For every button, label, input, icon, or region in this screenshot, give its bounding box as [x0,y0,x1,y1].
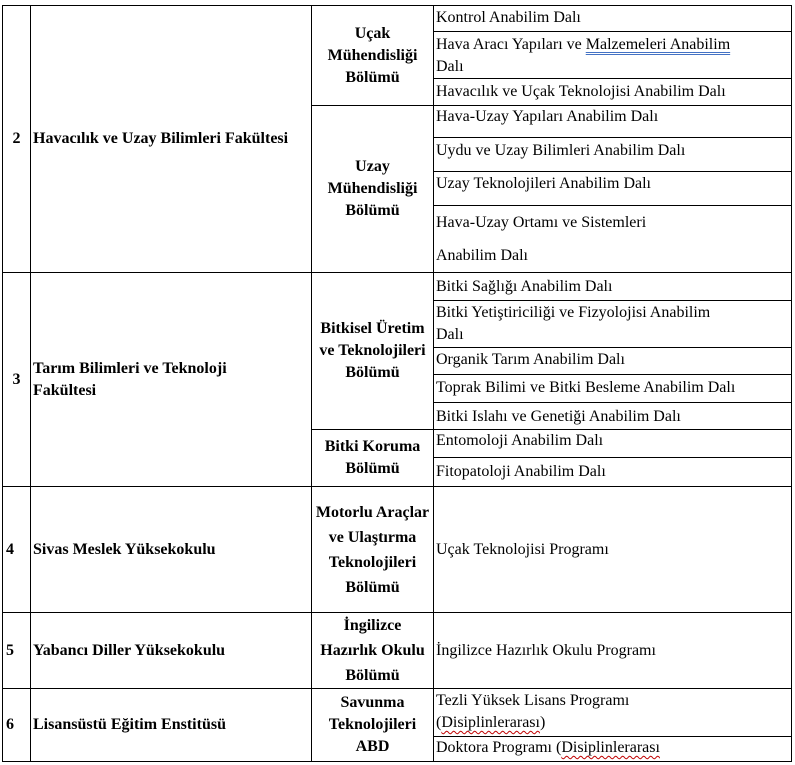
unit-name-part: Dalı [436,58,464,75]
unit-name-part: Tezli Yüksek Lisans Programı ( [436,692,630,731]
row-number: 6 [6,716,14,733]
unit-name: Organik Tarım Anabilim Dalı [436,351,625,368]
unit-name: Bitki Islahı ve Genetiği Anabilim Dalı [436,408,681,425]
unit-name: Uzay Teknolojileri Anabilim Dalı [436,175,651,192]
row-number: 5 [6,641,14,659]
unit-name [434,737,791,761]
unit-name: Toprak Bilimi ve Bitki Besleme Anabilim Dalı [436,379,736,396]
row-number: 3 [12,370,21,388]
department-name: Savunma Teknolojileri ABD [328,694,417,755]
faculty-name: Havacılık ve Uzay Bilimleri Fakültesi [33,130,289,147]
unit-name-part: Hava Aracı Yapıları ve [436,36,586,53]
unit-name: Hava-Uzay Ortamı ve Sistemleri Anabilim Dalı [436,214,647,264]
table-border [2,761,792,762]
unit-name-part: ) [539,714,546,731]
unit-name: Bitki Yetiştiriciliği ve Fizyolojisi Anabilim Dalı [436,304,711,343]
department-name: İngilizce Hazırlık Okulu Bölümü [320,617,425,684]
faculty-name: Tarım Bilimleri ve Teknoloji Fakültesi [33,359,227,399]
unit-name: İngilizce Hazırlık Okulu Programı [436,641,656,659]
unit-name: Entomoloji Anabilim Dalı [436,432,604,449]
grammar-marked-text: Malzemeleri Anabilim [585,36,731,53]
department-name: Uçak Mühendisliği Bölümü [327,24,418,86]
unit-name: Hava-Uzay Yapıları Anabilim Dalı [436,108,659,125]
row-number: 2 [12,130,21,147]
department-name: Motorlu Araçlar ve Ulaştırma Teknolojileri Bölümü [315,503,430,596]
unit-name: Uydu ve Uzay Bilimleri Anabilim Dalı [436,142,686,159]
faculty-name: Yabancı Diller Yüksekokulu [33,641,226,659]
unit-name: Bitki Sağlığı Anabilim Dalı [436,278,613,295]
department-name: Bitkisel Üretim ve Teknolojileri Bölümü [319,320,426,381]
spellcheck-marked-text: Disiplinlerarası [441,714,540,731]
unit-name-part: Doktora Programı ( [436,739,562,756]
department-name: Uzay Mühendisliği Bölümü [327,158,418,219]
unit-name [434,32,791,78]
department-name: Bitki Koruma Bölümü [324,438,421,477]
row-number: 4 [6,540,14,558]
unit-name: Havacılık ve Uçak Teknolojisi Anabilim Dalı [436,83,726,100]
unit-name [434,689,791,736]
unit-name: Kontrol Anabilim Dalı [436,9,581,26]
unit-name: Fitopatoloji Anabilim Dalı [436,463,606,480]
spellcheck-marked-text: Disiplinlerarası [561,739,660,756]
unit-name: Uçak Teknolojisi Programı [436,540,609,558]
faculty-name: Lisansüstü Eğitim Enstitüsü [33,716,226,733]
faculty-name: Sivas Meslek Yüksekokulu [33,540,216,558]
table-border [791,5,792,762]
